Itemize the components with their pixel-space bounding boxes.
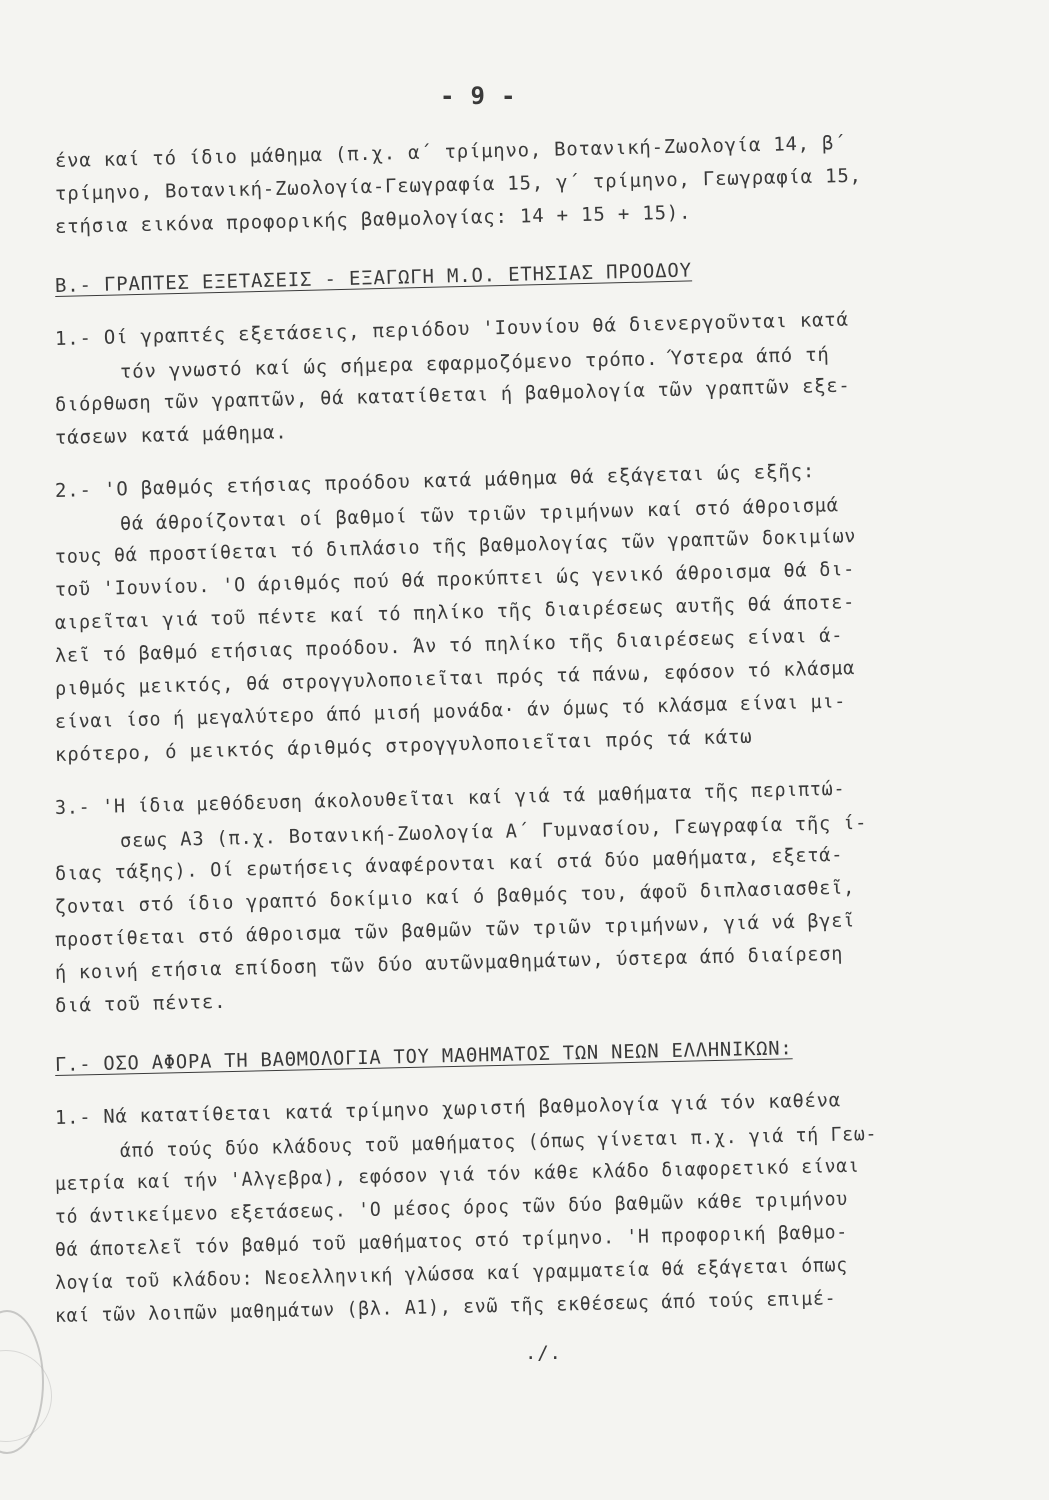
text-line: ετήσια εικόνα προφορικής βαθμολογίας: 14 + 15 + 15).: [54, 201, 692, 238]
faint-stamp-ring: [0, 1350, 52, 1442]
text-line: καί τῶν λοιπῶν μαθημάτων (βλ. Α1), ενῶ τῆς εκθέσεως άπό τούς επιμέ-: [54, 1287, 837, 1327]
text-line: θά άθροίζονται οί βαθμοί τῶν τριῶν τριμήνων καί στό άθροισμά: [119, 494, 839, 535]
text-line: θά άποτελεῖ τόν βαθμό τοῦ μαθήματος στό τρίμηνο. 'Η προφορική βαθμο-: [54, 1221, 849, 1261]
text-line: λεῖ τό βαθμό ετήσιας προόδου. Άν τό πηλίκο τῆς διαιρέσεως είναι ά-: [54, 624, 844, 667]
page-number: - 9 -: [440, 82, 517, 110]
text-line: τρίμηνο, Βοτανική-Ζωολογία-Γεωγραφία 15, γ΄ τρίμηνο, Γεωγραφία 15,: [54, 164, 863, 205]
text-line: τοῦ 'Ιουνίου. 'Ο άριθμός πού θά προκύπτει ώς γενικό άθροισμα θά δι-: [54, 558, 856, 601]
text-line: άπό τούς δύο κλάδους τοῦ μαθήματος (όπως γίνεται π.χ. γιά τή Γεω-: [119, 1122, 878, 1162]
text-line: ριθμός μεικτός, θά στρογγυλοποιεῖται πρός τά πάνω, εφόσον τό κλάσμα: [54, 657, 856, 700]
section-heading-g: Γ.- ΟΣΟ ΑΦΟΡΑ ΤΗ ΒΑΘΜΟΛΟΓΙΑ ΤΟΥ ΜΑΘΗΜΑΤΟΣ ΤΩΝ ΝΕΩΝ ΕΛΛΗΝΙΚΩΝ:: [54, 1037, 793, 1076]
text-line: ή κοινή ετήσια επίδοση τῶν δύο αυτῶνμαθημάτων, ύστερα άπό διαίρεση: [54, 942, 844, 984]
text-line: σεως Α3 (π.χ. Βοτανική-Ζωολογία Α΄ Γυμνασίου, Γεωγραφία τῆς ί-: [119, 811, 868, 852]
text-line: διόρθωση τῶν γραπτῶν, θά κατατίθεται ή βαθμολογία τῶν γραπτῶν εξε-: [54, 374, 851, 416]
text-line: 3.- 'Η ίδια μεθόδευση άκολουθεῖται καί γιά τά μαθήματα τῆς περιπτώ-: [54, 777, 846, 819]
text-line: 1.- Οί γραπτές εξετάσεις, περιόδου 'Ιουνίου θά διενεργοῦνται κατά: [54, 308, 849, 350]
text-line: λογία τοῦ κλάδου: Νεοελληνική γλώσσα καί γραμματεία θά εξάγεται όπως: [54, 1254, 849, 1294]
text-line: διά τοῦ πέντε.: [54, 990, 227, 1017]
text-line: τάσεων κατά μάθημα.: [54, 421, 288, 449]
text-line: τους θά προστίθεται τό διπλάσιο τῆς βαθμολογίας τῶν γραπτῶν δοκιμίων: [54, 525, 857, 568]
text-line: ένα καί τό ίδιο μάθημα (π.χ. α΄ τρίμηνο, Βοτανική-Ζωολογία 14, β΄: [54, 132, 847, 172]
text-line: κρότερο, ό μεικτός άριθμός στρογγυλοποιεῖται πρός τά κάτω: [54, 725, 753, 766]
section-heading-b: Β.- ΓΡΑΠΤΕΣ ΕΞΕΤΑΣΕΙΣ - ΕΞΑΓΩΓΗ Μ.Ο. ΕΤΗΣΙΑΣ ΠΡΟΟΔΟΥ: [54, 259, 693, 297]
text-line: διας τάξης). Οί ερωτήσεις άναφέρονται καί στά δύο μαθήματα, εξετά-: [54, 843, 844, 885]
text-line: 1.- Νά κατατίθεται κατά τρίμηνο χωριστή βαθμολογία γιά τόν καθένα: [54, 1089, 842, 1129]
text-line: είναι ίσο ή μεγαλύτερο άπό μισή μονάδα· άν όμως τό κλάσμα είναι μι-: [54, 690, 847, 733]
text-line: 2.- 'Ο βαθμός ετήσιας προόδου κατά μάθημα θά εξάγεται ώς εξῆς:: [54, 460, 816, 502]
text-line: τόν γνωστό καί ώς σήμερα εφαρμοζόμενο τρόπο. Ύστερα άπό τή: [119, 343, 830, 383]
text-line: αιρεῖται γιά τοῦ πέντε καί τό πηλίκο τῆς διαιρέσεως αυτῆς θά άποτε-: [54, 591, 856, 634]
continuation-mark: ./.: [525, 1342, 562, 1364]
text-line: τό άντικείμενο εξετάσεως. 'Ο μέσος όρος τῶν δύο βαθμῶν κάθε τριμήνου: [54, 1188, 849, 1228]
text-line: προστίθεται στό άθροισμα τῶν βαθμῶν τῶν τριῶν τριμήνων, γιά νά βγεῖ: [54, 909, 856, 951]
text-line: μετρία καί τήν 'Αλγεβρα), εφόσον γιά τόν κάθε κλάδο διαφορετικό είναι: [54, 1154, 860, 1195]
text-line: ζονται στό ίδιο γραπτό δοκίμιο καί ό βαθμός του, άφοῦ διπλασιασθεῖ,: [54, 876, 856, 918]
